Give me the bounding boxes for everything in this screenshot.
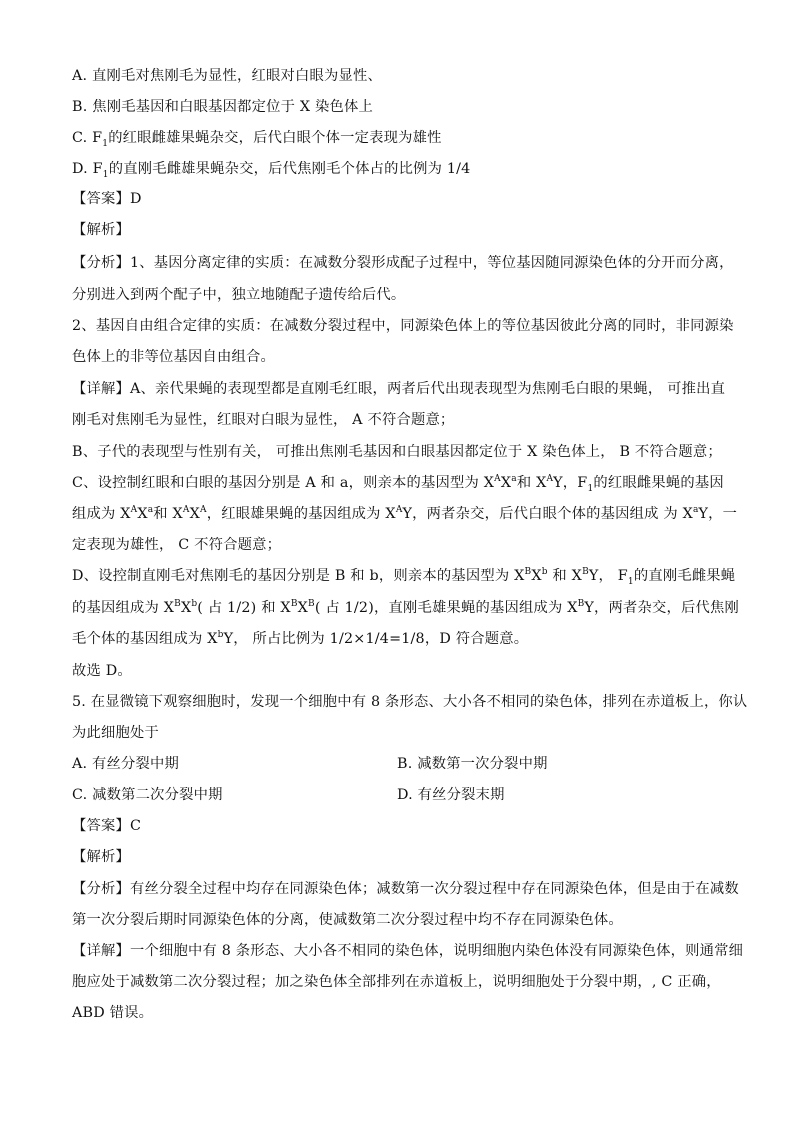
- q5-option-c: C. 减数第二次分裂中期: [72, 787, 223, 803]
- q4-detail-line-2: 刚毛对焦刚毛为显性，红眼对白眼为显性， A 不符合题意；: [72, 412, 455, 428]
- q4-detail-d-line-3: 毛个体的基因组成为 $X^bY$， 所占比例为 1/2×1/4=1/8，D 符合题意。: [72, 630, 529, 647]
- q4-detail-line-3: B、子代的表现型与性别有关， 可推出焦刚毛基因和白眼基因都定位于 X 染色体上， B 不符合题意；: [72, 444, 722, 460]
- q5-detail-line-3: ABD 错误。: [72, 1005, 154, 1021]
- q5-stem-line-2: 为此细胞处于: [72, 725, 159, 741]
- q5-option-d: D. 有丝分裂末期: [397, 787, 505, 803]
- q4-analysis-line-1: 【分析】1、基因分离定律的实质：在减数分裂形成配子过程中，等位基因随同源染色体的分开而分离，: [72, 255, 734, 271]
- q4-option-a: A. 直刚毛对焦刚毛为显性，红眼对白眼为显性、: [72, 68, 382, 84]
- q4-detail-c-line-3: 定表现为雄性， C 不符合题意；: [72, 537, 282, 553]
- q5-analysis-heading: 【解析】: [72, 849, 130, 865]
- q4-option-c: C. $F_1$的红眼雌雄果蝇杂交，后代白眼个体一定表现为雄性: [72, 130, 442, 149]
- q5-analysis-line-2: 第一次分裂后期时同源染色体的分离，使减数第二次分裂过程中均不存在同源染色体。: [72, 912, 623, 928]
- q4-analysis-heading: 【解析】: [72, 222, 130, 238]
- q4-detail-d-line-2: 的基因组成为 $X^BX^b$( 占 1/2) 和 $X^BX^B$( 占 1/2)，直刚毛雄果蝇的基因组成为 $X^BY$，两者杂交，后代焦刚: [72, 599, 740, 616]
- q4-analysis-line-2: 分别进入到两个配子中，独立地随配子遗传给后代。: [72, 287, 406, 303]
- q5-option-b: B. 减数第一次分裂中期: [397, 756, 548, 772]
- q5-option-a: A. 有丝分裂中期: [72, 756, 179, 772]
- q4-detail-c-line-2: 组成为 $X^AX^a$和 $X^AX^A$，红眼雄果蝇的基因组成为 $X^AY$，两者杂交，后代白眼个体的基因组成 为 $X^aY$，一: [72, 505, 738, 522]
- q4-option-b: B. 焦刚毛基因和白眼基因都定位于 X 染色体上: [72, 99, 374, 115]
- q4-option-d: D. $F_1$的直刚毛雌雄果蝇杂交，后代焦刚毛个体占的比例为 1/4: [72, 161, 471, 180]
- q4-detail-line-1: 【详解】A、亲代果蝇的表现型都是直刚毛红眼，两者后代出现表现型为焦刚毛白眼的果蝇， 可推出直: [72, 381, 726, 397]
- q4-analysis-line-3: 2、基因自由组合定律的实质：在减数分裂过程中，同源染色体上的等位基因彼此分离的同时，非同源染: [72, 318, 734, 334]
- q4-answer: 【答案】D: [72, 191, 142, 207]
- q5-detail-line-2: 胞应处于减数第二次分裂过程；加之染色体全部排列在赤道板上，说明细胞处于分裂中期，, C 正确，: [72, 974, 721, 990]
- q4-analysis-line-4: 色体上的非等位基因自由组合。: [72, 349, 275, 365]
- q5-stem-line-1: 5. 在显微镜下观察细胞时，发现一个细胞中有 8 条形态、大小各不相同的染色体，排列在赤道板上，你认: [72, 694, 748, 710]
- q5-analysis-line-1: 【分析】有丝分裂全过程中均存在同源染色体；减数第一次分裂过程中存在同源染色体，但是由于在减数: [72, 881, 739, 897]
- q4-detail-d-line-1: D、设控制直刚毛对焦刚毛的基因分别是 B 和 b，则亲本的基因型为 $X^BX^b$ 和 $X^BY$， $F_1$的直刚毛雌果蝇: [72, 567, 736, 587]
- q5-detail-line-1: 【详解】一个细胞中有 8 条形态、大小各不相同的染色体，说明细胞内染色体没有同源染色体，则通常细: [72, 943, 744, 959]
- q4-detail-c-line-1: C、设控制红眼和白眼的基因分别是 A 和 a，则亲本的基因型为 $X^AX^a$和 $X^AY$，$F_1$的红眼雌果蝇的基因: [72, 474, 724, 494]
- q4-conclusion: 故选 D。: [72, 663, 132, 679]
- q5-answer: 【答案】C: [72, 818, 142, 834]
